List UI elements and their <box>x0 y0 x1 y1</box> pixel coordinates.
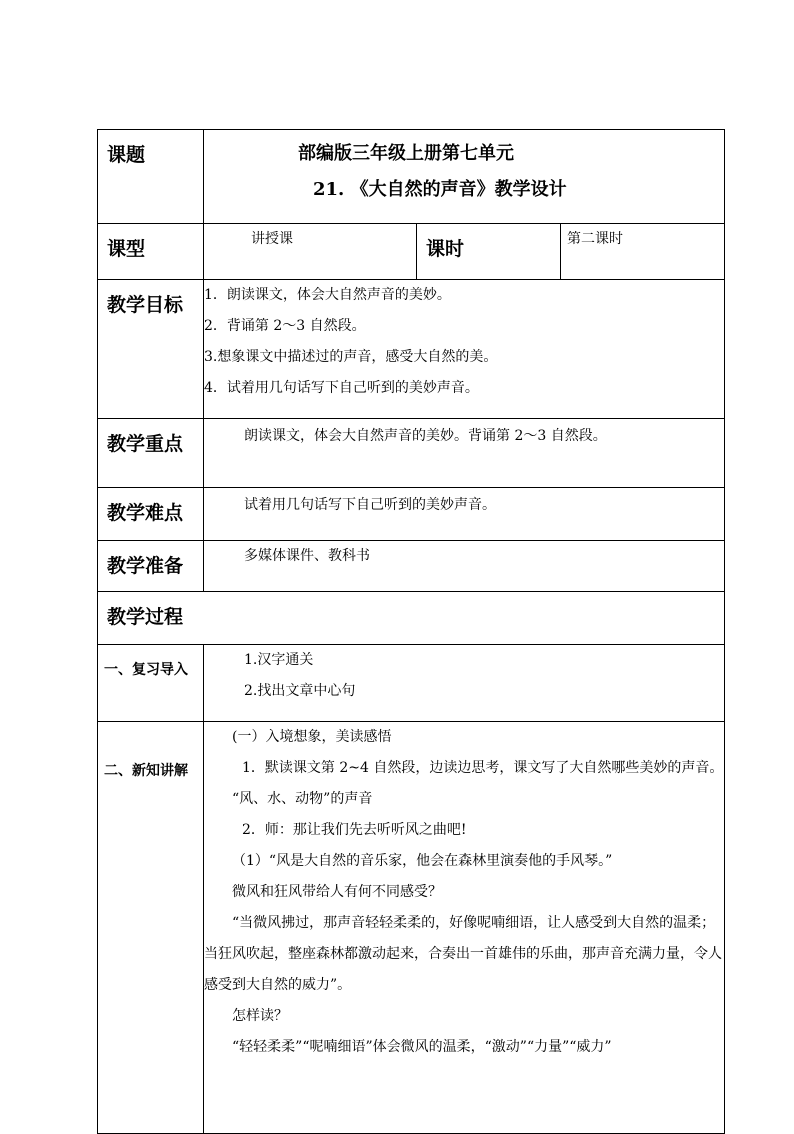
lesson-type-value: 讲授课 <box>204 224 417 280</box>
paragraph: 怎样读？ <box>232 1008 288 1024</box>
title-line-2: 21. 《大自然的声音》教学设计 <box>313 179 567 200</box>
label-goals: 教学目标 <box>98 280 204 419</box>
difficulty-text: 试着用几句话写下自己听到的美妙声音。 <box>204 488 725 541</box>
review-item: 2.找出文章中心句 <box>244 683 356 699</box>
paragraph: （1）“风是大自然的音乐家，他会在森林里演奏他的手风琴。” <box>232 853 613 869</box>
label-review: 一、复习导入 <box>98 645 204 722</box>
review-item: 1.汉字通关 <box>244 652 314 668</box>
goals-list <box>204 280 725 419</box>
title-line-1: 部编版三年级上册第七单元 <box>298 143 514 164</box>
goal-item: 1．朗读课文，体会大自然声音的美妙。 <box>204 287 451 303</box>
row-title <box>98 130 725 224</box>
paragraph: (一）入境想象，美读感悟 <box>232 729 392 745</box>
row-focus <box>98 419 725 488</box>
label-lesson-type: 课型 <box>98 224 204 280</box>
paragraph: 1．默读课文第 2~4 自然段，边读边思考，课文写了大自然哪些美妙的声音。 <box>242 760 724 776</box>
review-list <box>204 645 725 722</box>
label-process: 教学过程 <box>98 592 725 645</box>
new-lesson-body <box>204 722 725 1134</box>
label-topic: 课题 <box>98 130 204 224</box>
label-period: 课时 <box>417 224 561 280</box>
preparation-text: 多媒体课件、教科书 <box>204 541 725 592</box>
label-new-lesson: 二、新知讲解 <box>98 722 204 1134</box>
row-new-lesson <box>98 722 725 1134</box>
focus-text: 朗读课文，体会大自然声音的美妙。背诵第 2～3 自然段。 <box>204 419 725 488</box>
row-lesson-type <box>98 224 725 280</box>
label-difficulty: 教学难点 <box>98 488 204 541</box>
paragraph: 微风和狂风带给人有何不同感受？ <box>232 884 442 900</box>
row-difficulty <box>98 488 725 541</box>
paragraph: 2．师：那让我们先去听听风之曲吧! <box>242 822 467 838</box>
paragraph: “当微风拂过，那声音轻轻柔柔的，好像呢喃细语，让人感受到大自然的温柔；当狂风吹起，整座森林都激动起来，合奏出一首雄伟的乐曲，那声音充满力量，令人感受到大自然的威力”。 <box>204 915 722 993</box>
paragraph: “轻轻柔柔”“呢喃细语”体会微风的温柔，“激动”“力量”“威力” <box>232 1039 612 1055</box>
period-value: 第二课时 <box>561 224 725 280</box>
goal-item: 4．试着用几句话写下自己听到的美妙声音。 <box>204 380 479 396</box>
lesson-plan-table <box>97 129 725 1134</box>
goal-item: 3.想象课文中描述过的声音，感受大自然的美。 <box>204 349 498 365</box>
row-preparation <box>98 541 725 592</box>
paragraph: “风、水、动物”的声音 <box>232 791 373 807</box>
row-process <box>98 592 725 645</box>
lesson-title <box>204 130 725 224</box>
label-focus: 教学重点 <box>98 419 204 488</box>
goal-item: 2．背诵第 2～3 自然段。 <box>204 318 366 334</box>
row-goals <box>98 280 725 419</box>
label-preparation: 教学准备 <box>98 541 204 592</box>
row-review <box>98 645 725 722</box>
